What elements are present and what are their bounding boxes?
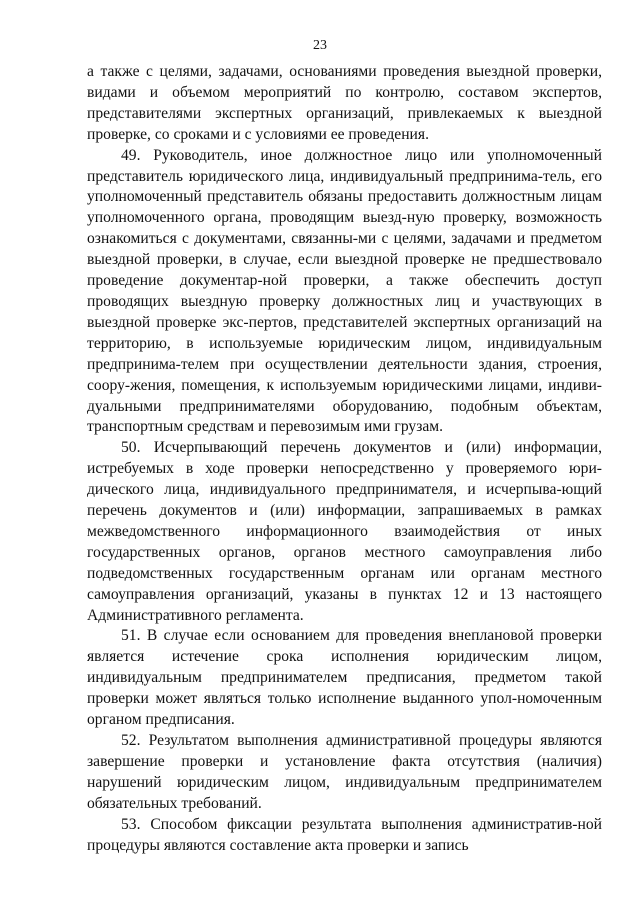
paragraph-51: 51. В случае если основанием для проведения внеплановой проверки является истечение срока исполнения юридическим лицом, индивидуальным предпринимателем предписания, предметом такой проверки может являться только исполнение выданного упол-номоченным органом предписания. — [87, 627, 602, 729]
body-text — [87, 62, 602, 856]
paragraph-continuation: а также с целями, задачами, основаниями проведения выездной проверки, видами и объемом мероприятий по контролю, составом экспертов, представителями экспертных организаций, привлекаемых к выездной проверке, со сроками и с условиями ее проведения. — [87, 63, 602, 143]
paragraph-49: 49. Руководитель, иное должностное лицо или уполномоченный представитель юридического лица, индивидуальный предпринима-тель, его уполномоченный представитель обязаны предоставить должностным лицам уполномоченного органа, проводящим выезд-ную проверку, возможность ознакомиться с документами, связанны-ми с целями, задачами и предметом выездной проверки, в случае, если выездной проверке не предшествовало проведение документар-ной проверки, а также обеспечить доступ проводящих выездную проверку должностных лиц и участвующих в выездной проверке экс-пертов, представителей экспертных организаций на территорию, в используемые юридическим лицом, индивидуальным предпринима-телем при осуществлении деятельности здания, строения, соору-жения, помещения, к используемым юридическими лицами, индиви-дуальными предпринимателями оборудованию, подобным объектам, транспортным средствам и перевозимым ими грузам. — [87, 146, 602, 436]
paragraph-52: 52. Результатом выполнения административной процедуры являются завершение проверки и установление факта отсутствия (наличия) нарушений юридическим лицом, индивидуальным предпринимателем обязательных требований. — [87, 732, 602, 812]
paragraph-53: 53. Способом фиксации результата выполнения административ-ной процедуры являются составление акта проверки и запись — [87, 815, 602, 854]
page-number: 23 — [313, 38, 327, 53]
paragraph-50: 50. Исчерпывающий перечень документов и (или) информации, истребуемых в ходе проверки непосредственно у проверяемого юри-дического лица, индивидуального предпринимателя, и исчерпыва-ющий перечень документов и (или) информации, запрашиваемых в рамках межведомственного информационного взаимодействия от иных государственных органов, органов местного самоуправления либо подведомственных государственным органам или органам местного самоуправления организаций, указаны в пунктах 12 и 13 настоящего Административного регламента. — [87, 439, 602, 624]
